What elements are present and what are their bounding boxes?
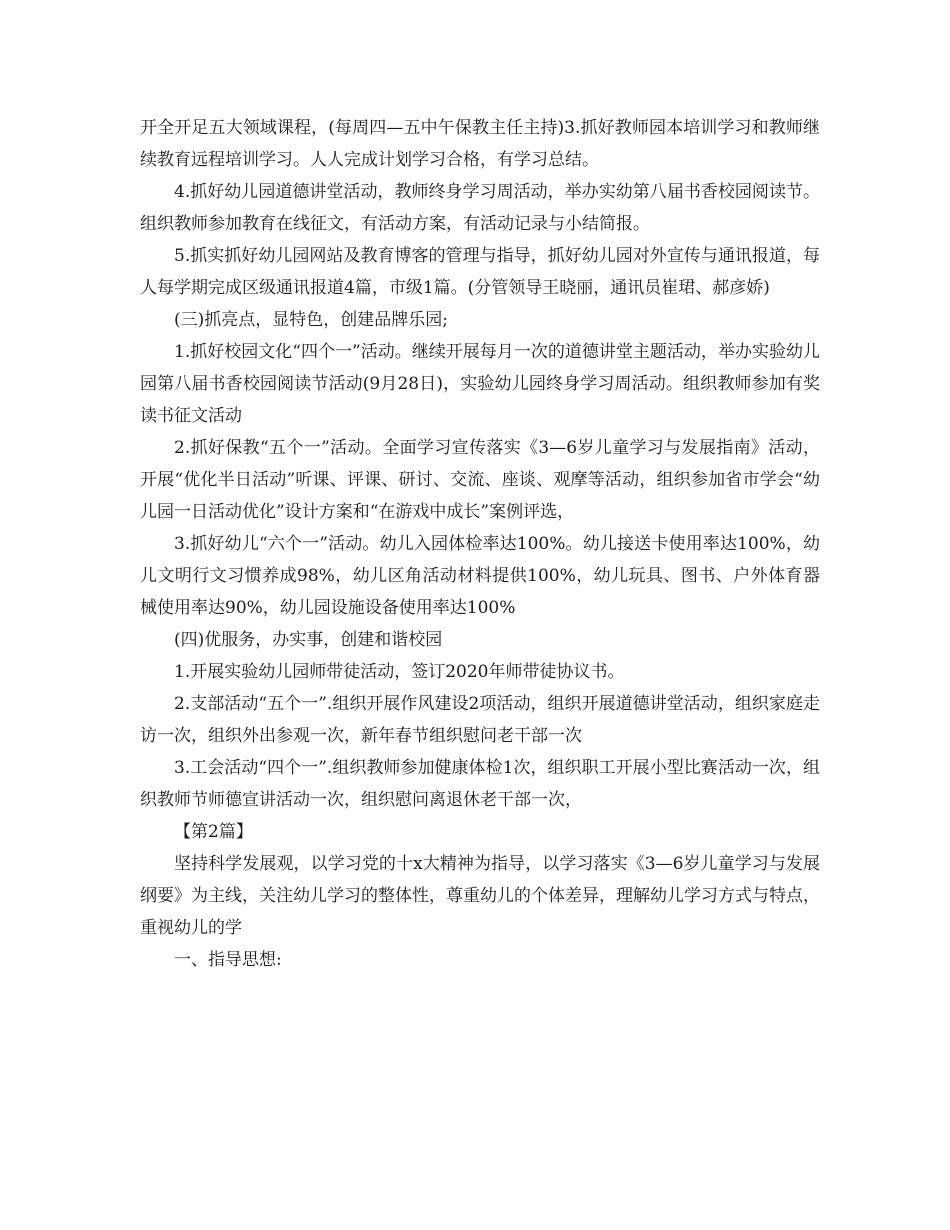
paragraph-8: 2.支部活动“五个一”.组织开展作风建设2项活动，组织开展道德讲堂活动，组织家庭走访一次，组织外出参观一次，新年春节组织慰问老干部一次 <box>140 694 820 746</box>
paragraph-6: 3.抓好幼儿“六个一”活动。幼儿入园体检率达100%。幼儿接送卡使用率达100%，幼儿文明行文习惯养成98%，幼儿区角活动材料提供100%，幼儿玩具、图书、户外体育器械使用率达90%，幼儿园设施设备使用率达100% <box>140 534 820 618</box>
paragraph-3: 5.抓实抓好幼儿园网站及教育博客的管理与指导，抓好幼儿园对外宣传与通讯报道，每人每学期完成区级通讯报道4篇，市级1篇。(分管领导王晓丽，通讯员崔珺、郝彦娇) <box>140 246 820 298</box>
paragraph-2: 4.抓好幼儿园道德讲堂活动，教师终身学习周活动，举办实幼第八届书香校园阅读节。组织教师参加教育在线征文，有活动方案，有活动记录与小结简报。 <box>140 182 820 234</box>
paragraph-7: 1.开展实验幼儿园师带徒活动，签订2020年师带徒协议书。 <box>174 662 625 682</box>
document-body <box>140 112 820 976</box>
paragraph-4: 1.抓好校园文化“四个一”活动。继续开展每月一次的道德讲堂主题活动，举办实验幼儿园第八届书香校园阅读节活动(9月28日)，实验幼儿园终身学习周活动。组织教师参加有奖读书征文活动 <box>140 342 820 426</box>
section-heading-guiding: 一、指导思想: <box>174 950 282 970</box>
paragraph-1: 开全开足五大领域课程，(每周四—五中午保教主任主持)3.抓好教师园本培训学习和教师继续教育远程培训学习。人人完成计划学习合格，有学习总结。 <box>140 118 820 170</box>
article-heading-2: 【第2篇】 <box>174 822 253 842</box>
paragraph-10: 坚持科学发展观，以学习党的十x大精神为指导，以学习落实《3—6岁儿童学习与发展纲要》为主线，关注幼儿学习的整体性，尊重幼儿的个体差异，理解幼儿学习方式与特点，重视幼儿的学 <box>140 854 820 938</box>
section-heading-3: (三)抓亮点，显特色，创建品牌乐园; <box>174 310 448 330</box>
paragraph-5: 2.抓好保教“五个一”活动。全面学习宣传落实《3—6岁儿童学习与发展指南》活动，开展“优化半日活动”听课、评课、研讨、交流、座谈、观摩等活动，组织参加省市学会“幼儿园一日活动优化”设计方案和“在游戏中成长”案例评选， <box>140 438 820 522</box>
section-heading-4: (四)优服务，办实事，创建和谐校园 <box>174 630 443 650</box>
paragraph-9: 3.工会活动“四个一”.组织教师参加健康体检1次，组织职工开展小型比赛活动一次，组织教师节师德宣讲活动一次，组织慰问离退休老干部一次， <box>140 758 820 810</box>
